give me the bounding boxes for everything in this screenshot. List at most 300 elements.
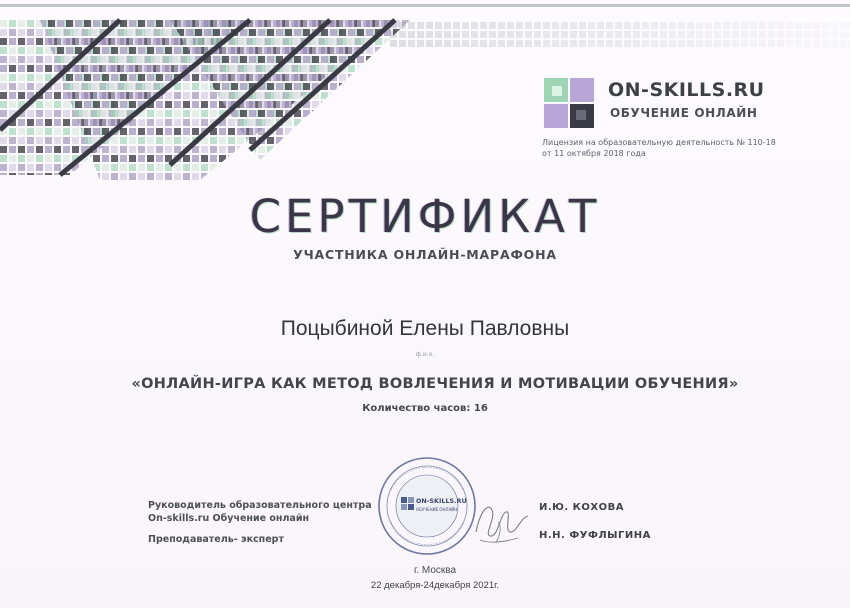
head-role xyxy=(148,499,372,525)
pattern-cell xyxy=(360,74,367,81)
pattern-cell xyxy=(357,101,364,108)
pattern-cell xyxy=(357,38,364,45)
pattern-cell xyxy=(381,128,388,135)
pattern-cell xyxy=(786,40,793,47)
pattern-cell xyxy=(297,146,304,153)
pattern-cell xyxy=(192,83,199,90)
pattern-cell xyxy=(258,146,265,153)
pattern-cell xyxy=(27,146,34,153)
pattern-cell xyxy=(336,155,343,162)
pattern-cell xyxy=(420,47,427,54)
pattern-cell xyxy=(174,137,181,144)
pattern-cell xyxy=(201,83,208,90)
pattern-cell xyxy=(213,56,220,63)
pattern-cell xyxy=(174,47,181,54)
pattern-cell xyxy=(399,56,406,63)
pattern-cell xyxy=(309,128,316,135)
pattern-cell xyxy=(102,83,109,90)
pattern-cell xyxy=(84,173,91,180)
pattern-cell xyxy=(183,128,190,135)
pattern-cell xyxy=(216,164,223,171)
pattern-cell xyxy=(78,173,85,180)
pattern-cell xyxy=(9,146,16,153)
pattern-cell xyxy=(279,146,286,153)
pattern-cell xyxy=(36,74,43,81)
pattern-cell xyxy=(396,101,403,108)
pattern-cell xyxy=(285,20,292,27)
pattern-cell xyxy=(147,65,154,72)
pattern-cell xyxy=(405,128,412,135)
pattern-cell xyxy=(351,101,358,108)
pattern-cell xyxy=(378,65,385,72)
pattern-cell xyxy=(129,101,136,108)
pattern-cell xyxy=(276,110,283,117)
pattern-cell xyxy=(387,164,394,171)
pattern-cell xyxy=(417,83,424,90)
pattern-cell xyxy=(18,119,25,126)
pattern-cell xyxy=(387,92,394,99)
pattern-cell xyxy=(318,128,325,135)
pattern-cell xyxy=(165,29,172,36)
pattern-cell xyxy=(93,92,100,99)
pattern-cell xyxy=(165,110,172,117)
pattern-cell xyxy=(165,56,172,63)
pattern-cell xyxy=(435,40,442,47)
pattern-cell xyxy=(417,119,424,126)
pattern-cell xyxy=(624,40,631,47)
pattern-cell xyxy=(327,101,334,108)
pattern-cell xyxy=(357,92,364,99)
pattern-cell xyxy=(399,40,406,47)
pattern-cell xyxy=(138,92,145,99)
pattern-cell xyxy=(393,74,400,81)
pattern-cell xyxy=(48,38,55,45)
pattern-cell xyxy=(759,22,766,29)
pattern-cell xyxy=(405,146,412,153)
pattern-cell xyxy=(375,47,382,54)
pattern-cell xyxy=(222,20,229,27)
pattern-cell xyxy=(45,119,52,126)
pattern-cell xyxy=(240,119,247,126)
pattern-cell xyxy=(393,164,400,171)
pattern-cell xyxy=(300,146,307,153)
pattern-cell xyxy=(258,92,265,99)
pattern-cell xyxy=(276,146,283,153)
pattern-cell xyxy=(375,83,382,90)
pattern-cell xyxy=(231,74,238,81)
pattern-cell xyxy=(348,164,355,171)
pattern-cell xyxy=(84,101,91,108)
pattern-cell xyxy=(138,47,145,54)
pattern-cell xyxy=(111,173,118,180)
pattern-cell xyxy=(36,119,43,126)
pattern-cell xyxy=(525,22,532,29)
pattern-cell xyxy=(543,40,550,47)
pattern-cell xyxy=(357,29,364,36)
pattern-cell xyxy=(312,65,319,72)
pattern-cell xyxy=(270,155,277,162)
pattern-cell xyxy=(228,128,235,135)
pattern-cell xyxy=(369,164,376,171)
pattern-cell xyxy=(525,40,532,47)
pattern-cell xyxy=(402,56,409,63)
pattern-cell xyxy=(84,110,91,117)
pattern-cell xyxy=(831,40,838,47)
pattern-cell xyxy=(414,74,421,81)
pattern-cell xyxy=(111,92,118,99)
pattern-cell xyxy=(84,128,91,135)
pattern-cell xyxy=(345,101,352,108)
pattern-cell xyxy=(243,173,250,180)
pattern-cell xyxy=(129,164,136,171)
pattern-cell xyxy=(399,74,406,81)
pattern-cell xyxy=(318,173,325,180)
pattern-cell xyxy=(615,22,622,29)
pattern-cell xyxy=(360,101,367,108)
pattern-cell xyxy=(183,92,190,99)
pattern-cell xyxy=(339,110,346,117)
pattern-cell xyxy=(231,173,238,180)
pattern-cell xyxy=(348,65,355,72)
pattern-cell xyxy=(390,56,397,63)
pattern-cell xyxy=(420,155,427,162)
pattern-cell xyxy=(333,128,340,135)
pattern-cell xyxy=(0,101,7,108)
pattern-cell xyxy=(390,65,397,72)
pattern-cell xyxy=(147,110,154,117)
pattern-cell xyxy=(57,38,64,45)
pattern-cell xyxy=(417,173,424,180)
pattern-cell xyxy=(18,47,25,54)
pattern-cell xyxy=(516,31,523,38)
pattern-cell xyxy=(795,40,802,47)
pattern-cell xyxy=(84,65,91,72)
pattern-cell xyxy=(381,101,388,108)
pattern-cell xyxy=(282,164,289,171)
pattern-cell xyxy=(285,65,292,72)
pattern-cell xyxy=(369,128,376,135)
pattern-cell xyxy=(339,137,346,144)
pattern-cell xyxy=(384,146,391,153)
pattern-cell xyxy=(174,101,181,108)
pattern-cell xyxy=(318,146,325,153)
pattern-cell xyxy=(306,164,313,171)
pattern-cell xyxy=(111,146,118,153)
pattern-cell xyxy=(312,128,319,135)
pattern-cell xyxy=(414,47,421,54)
pattern-cell xyxy=(507,40,514,47)
pattern-cell xyxy=(396,47,403,54)
pattern-cell xyxy=(471,40,478,47)
pattern-cell xyxy=(363,74,370,81)
pattern-cell xyxy=(399,101,406,108)
pattern-cell xyxy=(129,137,136,144)
pattern-cell xyxy=(363,128,370,135)
pattern-cell xyxy=(312,38,319,45)
pattern-cell xyxy=(18,29,25,36)
pattern-cell xyxy=(249,29,256,36)
pattern-cell xyxy=(138,137,145,144)
pattern-cell xyxy=(414,92,421,99)
pattern-cell xyxy=(9,164,16,171)
pattern-cell xyxy=(36,110,43,117)
pattern-cell xyxy=(309,155,316,162)
pattern-cell xyxy=(45,101,52,108)
pattern-cell xyxy=(129,155,136,162)
pattern-cell xyxy=(360,173,367,180)
pattern-cell xyxy=(213,65,220,72)
pattern-cell xyxy=(750,31,757,38)
pattern-cell xyxy=(267,47,274,54)
pattern-cell xyxy=(45,128,52,135)
pattern-cell xyxy=(45,56,52,63)
pattern-cell xyxy=(342,137,349,144)
pattern-cell xyxy=(381,119,388,126)
pattern-cell xyxy=(366,29,373,36)
pattern-cell xyxy=(0,92,7,99)
pattern-cell xyxy=(750,40,757,47)
pattern-cell xyxy=(405,92,412,99)
pattern-cell xyxy=(303,164,310,171)
pattern-cell xyxy=(228,173,235,180)
pattern-cell xyxy=(222,83,229,90)
pattern-cell xyxy=(183,119,190,126)
pattern-cell xyxy=(375,155,382,162)
pattern-cell xyxy=(345,119,352,126)
pattern-cell xyxy=(54,101,61,108)
pattern-cell xyxy=(315,173,322,180)
pattern-cell xyxy=(369,110,376,117)
pattern-cell xyxy=(387,173,394,180)
pattern-cell xyxy=(396,128,403,135)
pattern-cell xyxy=(303,119,310,126)
pattern-cell xyxy=(399,146,406,153)
pattern-cell xyxy=(336,110,343,117)
pattern-cell xyxy=(393,101,400,108)
pattern-cell xyxy=(210,155,217,162)
pattern-cell xyxy=(393,155,400,162)
pattern-cell xyxy=(63,146,70,153)
pattern-cell xyxy=(258,29,265,36)
pattern-cell xyxy=(129,38,136,45)
pattern-cell xyxy=(219,146,226,153)
pattern-cell xyxy=(294,128,301,135)
pattern-cell xyxy=(45,65,52,72)
pattern-cell xyxy=(678,31,685,38)
pattern-cell xyxy=(360,83,367,90)
pattern-cell xyxy=(402,47,409,54)
pattern-cell xyxy=(375,128,382,135)
pattern-cell xyxy=(93,20,100,27)
pattern-cell xyxy=(384,137,391,144)
pattern-cell xyxy=(705,22,712,29)
pattern-cell xyxy=(426,31,433,38)
pattern-cell xyxy=(27,38,34,45)
pattern-cell xyxy=(381,92,388,99)
pattern-cell xyxy=(81,164,88,171)
pattern-cell xyxy=(366,110,373,117)
pattern-cell xyxy=(27,74,34,81)
pattern-cell xyxy=(543,31,550,38)
pattern-cell xyxy=(369,119,376,126)
pattern-cell xyxy=(411,164,418,171)
pattern-cell xyxy=(390,173,397,180)
pattern-cell xyxy=(588,22,595,29)
pattern-cell xyxy=(369,92,376,99)
pattern-cell xyxy=(219,128,226,135)
pattern-cell xyxy=(102,20,109,27)
pattern-cell xyxy=(183,101,190,108)
pattern-cell xyxy=(18,38,25,45)
pattern-cell xyxy=(75,74,82,81)
pattern-cell xyxy=(93,47,100,54)
pattern-cell xyxy=(156,146,163,153)
pattern-cell xyxy=(705,40,712,47)
pattern-cell xyxy=(372,173,379,180)
pattern-cell xyxy=(714,31,721,38)
pattern-cell xyxy=(345,146,352,153)
pattern-cell xyxy=(348,47,355,54)
pattern-cell xyxy=(321,92,328,99)
pattern-cell xyxy=(570,22,577,29)
pattern-cell xyxy=(642,40,649,47)
pattern-cell xyxy=(147,29,154,36)
pattern-cell xyxy=(489,40,496,47)
pattern-cell xyxy=(315,110,322,117)
pattern-cell xyxy=(36,38,43,45)
pattern-cell xyxy=(390,137,397,144)
pattern-cell xyxy=(333,137,340,144)
pattern-cell xyxy=(309,146,316,153)
pattern-cell xyxy=(36,56,43,63)
pattern-cell xyxy=(357,83,364,90)
pattern-cell xyxy=(687,31,694,38)
pattern-cell xyxy=(348,110,355,117)
pattern-cell xyxy=(120,110,127,117)
pattern-cell xyxy=(402,173,409,180)
pattern-cell xyxy=(498,40,505,47)
pattern-cell xyxy=(249,47,256,54)
pattern-cell xyxy=(231,65,238,72)
pattern-cell xyxy=(102,92,109,99)
pattern-cell xyxy=(279,164,286,171)
pattern-cell xyxy=(597,40,604,47)
pattern-cell xyxy=(45,173,52,180)
pattern-cell xyxy=(276,29,283,36)
pattern-cell xyxy=(390,47,397,54)
pattern-cell xyxy=(111,119,118,126)
pattern-cell xyxy=(36,101,43,108)
pattern-cell xyxy=(183,137,190,144)
pattern-cell xyxy=(174,56,181,63)
pattern-cell xyxy=(660,22,667,29)
pattern-cell xyxy=(306,119,313,126)
pattern-cell xyxy=(156,20,163,27)
pattern-cell xyxy=(36,173,43,180)
pattern-cell xyxy=(18,137,25,144)
pattern-cell xyxy=(36,65,43,72)
pattern-cell xyxy=(357,119,364,126)
pattern-cell xyxy=(678,40,685,47)
pattern-cell xyxy=(393,128,400,135)
pattern-cell xyxy=(102,56,109,63)
pattern-cell xyxy=(66,74,73,81)
pattern-cell xyxy=(90,173,97,180)
pattern-cell xyxy=(210,101,217,108)
pattern-cell xyxy=(267,101,274,108)
pattern-cell xyxy=(267,137,274,144)
pattern-cell xyxy=(330,137,337,144)
pattern-cell xyxy=(75,110,82,117)
pattern-cell xyxy=(741,31,748,38)
pattern-cell xyxy=(471,22,478,29)
pattern-cell xyxy=(249,173,256,180)
pattern-cell xyxy=(129,128,136,135)
pattern-cell xyxy=(420,56,427,63)
pattern-cell xyxy=(102,47,109,54)
pattern-cell xyxy=(18,92,25,99)
pattern-cell xyxy=(75,173,82,180)
pattern-cell xyxy=(330,164,337,171)
pattern-cell xyxy=(216,173,223,180)
pattern-cell xyxy=(183,155,190,162)
pattern-cell xyxy=(201,92,208,99)
pattern-cell xyxy=(0,164,7,171)
pattern-cell xyxy=(321,38,328,45)
pattern-cell xyxy=(348,101,355,108)
pattern-cell xyxy=(120,146,127,153)
pattern-cell xyxy=(444,31,451,38)
pattern-cell xyxy=(552,31,559,38)
pattern-cell xyxy=(120,101,127,108)
pattern-cell xyxy=(204,65,211,72)
pattern-cell xyxy=(330,155,337,162)
pattern-cell xyxy=(249,164,256,171)
pattern-cell xyxy=(288,146,295,153)
pattern-cell xyxy=(276,155,283,162)
pattern-cell xyxy=(408,164,415,171)
pattern-cell xyxy=(276,101,283,108)
pattern-cell xyxy=(414,65,421,72)
pattern-cell xyxy=(327,110,334,117)
pattern-cell xyxy=(210,137,217,144)
pattern-cell xyxy=(258,56,265,63)
pattern-cell xyxy=(741,40,748,47)
pattern-cell xyxy=(102,65,109,72)
pattern-cell xyxy=(315,146,322,153)
pattern-cell xyxy=(411,173,418,180)
pattern-cell xyxy=(129,83,136,90)
pattern-cell xyxy=(321,119,328,126)
pattern-cell xyxy=(174,173,181,180)
pattern-cell xyxy=(9,20,16,27)
pattern-cell xyxy=(411,65,418,72)
pattern-cell xyxy=(258,101,265,108)
pattern-cell xyxy=(231,47,238,54)
pattern-cell xyxy=(378,155,385,162)
pattern-cell xyxy=(411,119,418,126)
pattern-cell xyxy=(267,164,274,171)
pattern-cell xyxy=(213,29,220,36)
pattern-cell xyxy=(357,164,364,171)
pattern-cell xyxy=(27,173,34,180)
pattern-cell xyxy=(213,74,220,81)
pattern-cell xyxy=(222,74,229,81)
pattern-cell xyxy=(111,74,118,81)
pattern-cell xyxy=(147,74,154,81)
pattern-cell xyxy=(222,56,229,63)
pattern-cell xyxy=(183,173,190,180)
